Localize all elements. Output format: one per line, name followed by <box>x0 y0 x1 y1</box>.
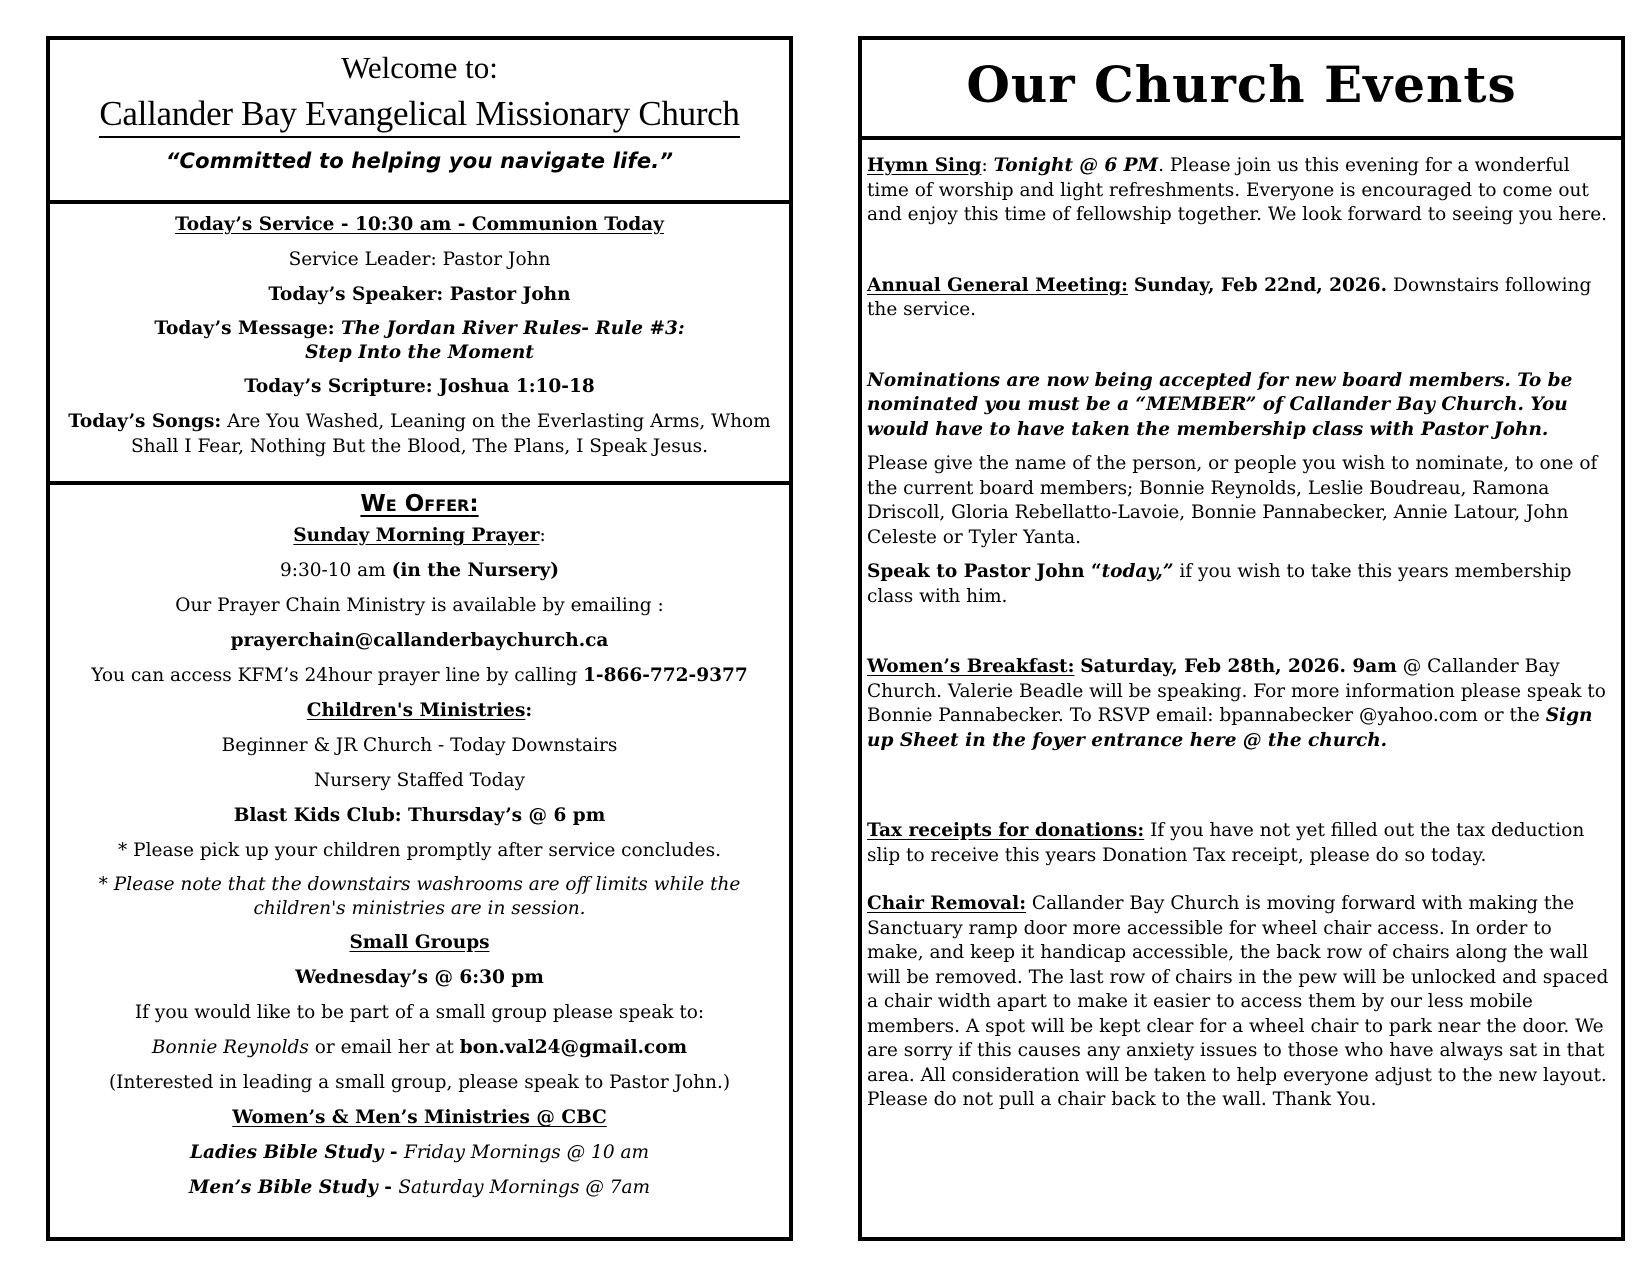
offer-section <box>50 481 789 1201</box>
agm-label: Annual General Meeting: <box>867 274 1128 296</box>
service-heading: Today’s Service - 10:30 am - Communion Today <box>175 214 664 235</box>
children-heading-colon: : <box>525 700 533 721</box>
speak-text: if you wish to take this years membership class with him. <box>867 561 1572 607</box>
prayer-chain-text: Our Prayer Chain Ministry is available by emailing : <box>175 595 664 616</box>
message-title-line2: Step Into the Moment <box>305 342 534 363</box>
agm-text: Downstairs following the service. <box>867 274 1592 320</box>
prayer-heading-text: Sunday Morning Prayer <box>293 525 540 546</box>
hymn-sep: : <box>981 155 994 176</box>
mens-dash: - <box>377 1177 399 1198</box>
contact-name: Bonnie Reynolds <box>151 1037 309 1058</box>
nominations-text: Please give the name of the person, or people you wish to nominate, to one of the current board members; Bonnie Reynolds, Leslie Boudreau, Ramona Driscoll, Gloria Rebellatto-Lavoie, Bonnie Pannabecker, Annie Latour, John Celeste or Tyler Yanta. <box>867 453 1598 548</box>
ministries-heading: Women’s & Men’s Ministries @ CBC <box>232 1107 607 1128</box>
hymn-text: . Please join us this evening for a wonderful time of worship and light refreshments. Everyone is encouraged to come out and enjoy this time of fellowship together. We look forward to seeing you here. <box>867 155 1608 225</box>
speak-bold: Speak to Pastor John “ <box>867 561 1102 582</box>
mens-bible-study <box>50 1175 789 1201</box>
nominations-notice: Nominations are now being accepted for new board members. To be nominated you must be a “MEMBER” of Callander Bay Church. You would have to have taken the membership class with Pastor John. <box>867 369 1573 440</box>
agm-when: Sunday, Feb 22nd, 2026. <box>1133 274 1388 296</box>
hymn-when: Tonight @ 6 PM <box>993 155 1159 176</box>
events-header <box>862 40 1621 136</box>
small-groups-heading: Small Groups <box>349 932 490 953</box>
prayer-time-text: 9:30-10 am <box>279 560 386 581</box>
service-leader: Service Leader: Pastor John <box>288 249 551 270</box>
offer-title <box>50 491 789 517</box>
leading-text: (Interested in leading a small group, please speak to Pastor John.) <box>108 1072 731 1093</box>
small-groups-time: Wednesday’s @ 6:30 pm <box>295 967 544 988</box>
event-hymn-sing <box>867 154 1613 228</box>
chair-label: Chair Removal: <box>867 893 1027 914</box>
kfm-text: You can access KFM’s 24hour prayer line by calling <box>91 665 578 686</box>
message-title-line1: The Jordan River Rules- Rule #3: <box>341 318 685 339</box>
breakfast-label: Women’s Breakfast: <box>867 656 1075 677</box>
service-section <box>50 200 789 481</box>
left-panel <box>46 36 793 1241</box>
welcome-text: Welcome to: <box>341 50 498 85</box>
offer-title-colon: : <box>469 491 479 517</box>
blast-kids-club: Blast Kids Club: Thursday’s @ 6 pm <box>233 805 606 826</box>
event-chair-removal <box>867 892 1613 1113</box>
kfm-phone[interactable]: 1-866-772-9377 <box>583 665 748 686</box>
tagline: “Committed to helping you navigate life.” <box>165 149 674 173</box>
membership-class <box>867 560 1613 609</box>
prayer-place: (in the Nursery) <box>391 560 560 581</box>
message-label: Today’s Message: <box>154 318 335 339</box>
small-groups-contact <box>50 1035 789 1061</box>
breakfast-when: Saturday, Feb 28th, 2026. 9am <box>1080 656 1397 677</box>
event-agm <box>867 274 1613 323</box>
tax-label: Tax receipts for donations: <box>867 820 1145 841</box>
service-speaker: Today’s Speaker: Pastor John <box>268 284 571 305</box>
service-songs <box>50 409 789 459</box>
mens-label: Men’s Bible Study <box>188 1177 378 1198</box>
pickup-note: * Please pick up your children promptly after service concludes. <box>118 840 721 861</box>
welcome-header <box>50 40 789 200</box>
event-womens-breakfast <box>867 655 1613 753</box>
washroom-note: * Please note that the downstairs washrooms are off limits while the children's ministries are in session. <box>98 874 741 919</box>
kfm-line <box>50 663 789 689</box>
speak-today: today,” <box>1101 561 1174 582</box>
children-heading <box>50 698 789 724</box>
contact-email[interactable]: bon.val24@gmail.com <box>459 1037 688 1058</box>
children-heading-text: Children's Ministries <box>306 700 526 721</box>
event-tax-receipts <box>867 819 1613 868</box>
ladies-bible-study <box>50 1140 789 1166</box>
offer-title-text: We Offer <box>360 491 470 517</box>
ladies-dash: - <box>383 1142 404 1163</box>
chair-text: Callander Bay Church is moving forward with making the Sanctuary ramp door more accessible for wheel chair access. In order to make, and keep it handicap accessible, the back row of chairs along the wall will be removed. The last row of chairs in the pew will be unlocked and spaced a chair width apart to make it easier to access them by our less mobile members. A spot will be kept clear for a wheel chair to park near the door. We are sorry if this causes any anxiety issues to those who have always sat in that area. All consideration will be taken to help everyone adjust to the new layout. Please do not pull a chair back to the wall. Thank You. <box>867 893 1609 1110</box>
ladies-label: Ladies Bible Study <box>189 1142 384 1163</box>
contact-mid: or email her at <box>314 1037 454 1058</box>
mens-time: Saturday Mornings @ 7am <box>398 1177 651 1198</box>
events-list <box>862 136 1621 1113</box>
events-title: Our Church Events <box>966 55 1517 114</box>
prayer-chain-email[interactable]: prayerchain@callanderbaychurch.ca <box>230 630 609 651</box>
ladies-time: Friday Mornings @ 10 am <box>403 1142 650 1163</box>
service-message <box>50 317 789 365</box>
children-line1: Beginner & JR Church - Today Downstairs <box>221 735 618 756</box>
songs-label: Today’s Songs: <box>68 411 222 432</box>
children-line2: Nursery Staffed Today <box>314 770 525 791</box>
right-panel <box>858 36 1625 1241</box>
breakfast-signup: Sign up Sheet in the foyer entrance here @ the church. <box>867 705 1593 751</box>
prayer-time <box>50 558 789 584</box>
church-name: Callander Bay Evangelical Missionary Church <box>99 92 739 138</box>
prayer-heading-colon: : <box>539 525 546 546</box>
service-scripture: Today’s Scripture: Joshua 1:10-18 <box>244 376 595 397</box>
prayer-heading <box>50 523 789 549</box>
tax-text: If you have not yet filled out the tax deduction slip to receive this years Donation Tax receipt, please do so today. <box>867 820 1585 866</box>
hymn-label: Hymn Sing <box>867 155 982 176</box>
songs-text: Are You Washed, Leaning on the Everlasting Arms, Whom Shall I Fear, Nothing But the Blood, The Plans, I Speak Jesus. <box>130 411 771 457</box>
breakfast-text: @ Callander Bay Church. Valerie Beadle will be speaking. For more information please speak to Bonnie Pannabecker. To RSVP email: bpannabecker @yahoo.com or the <box>867 656 1606 726</box>
small-groups-text: If you would like to be part of a small group please speak to: <box>134 1002 705 1023</box>
